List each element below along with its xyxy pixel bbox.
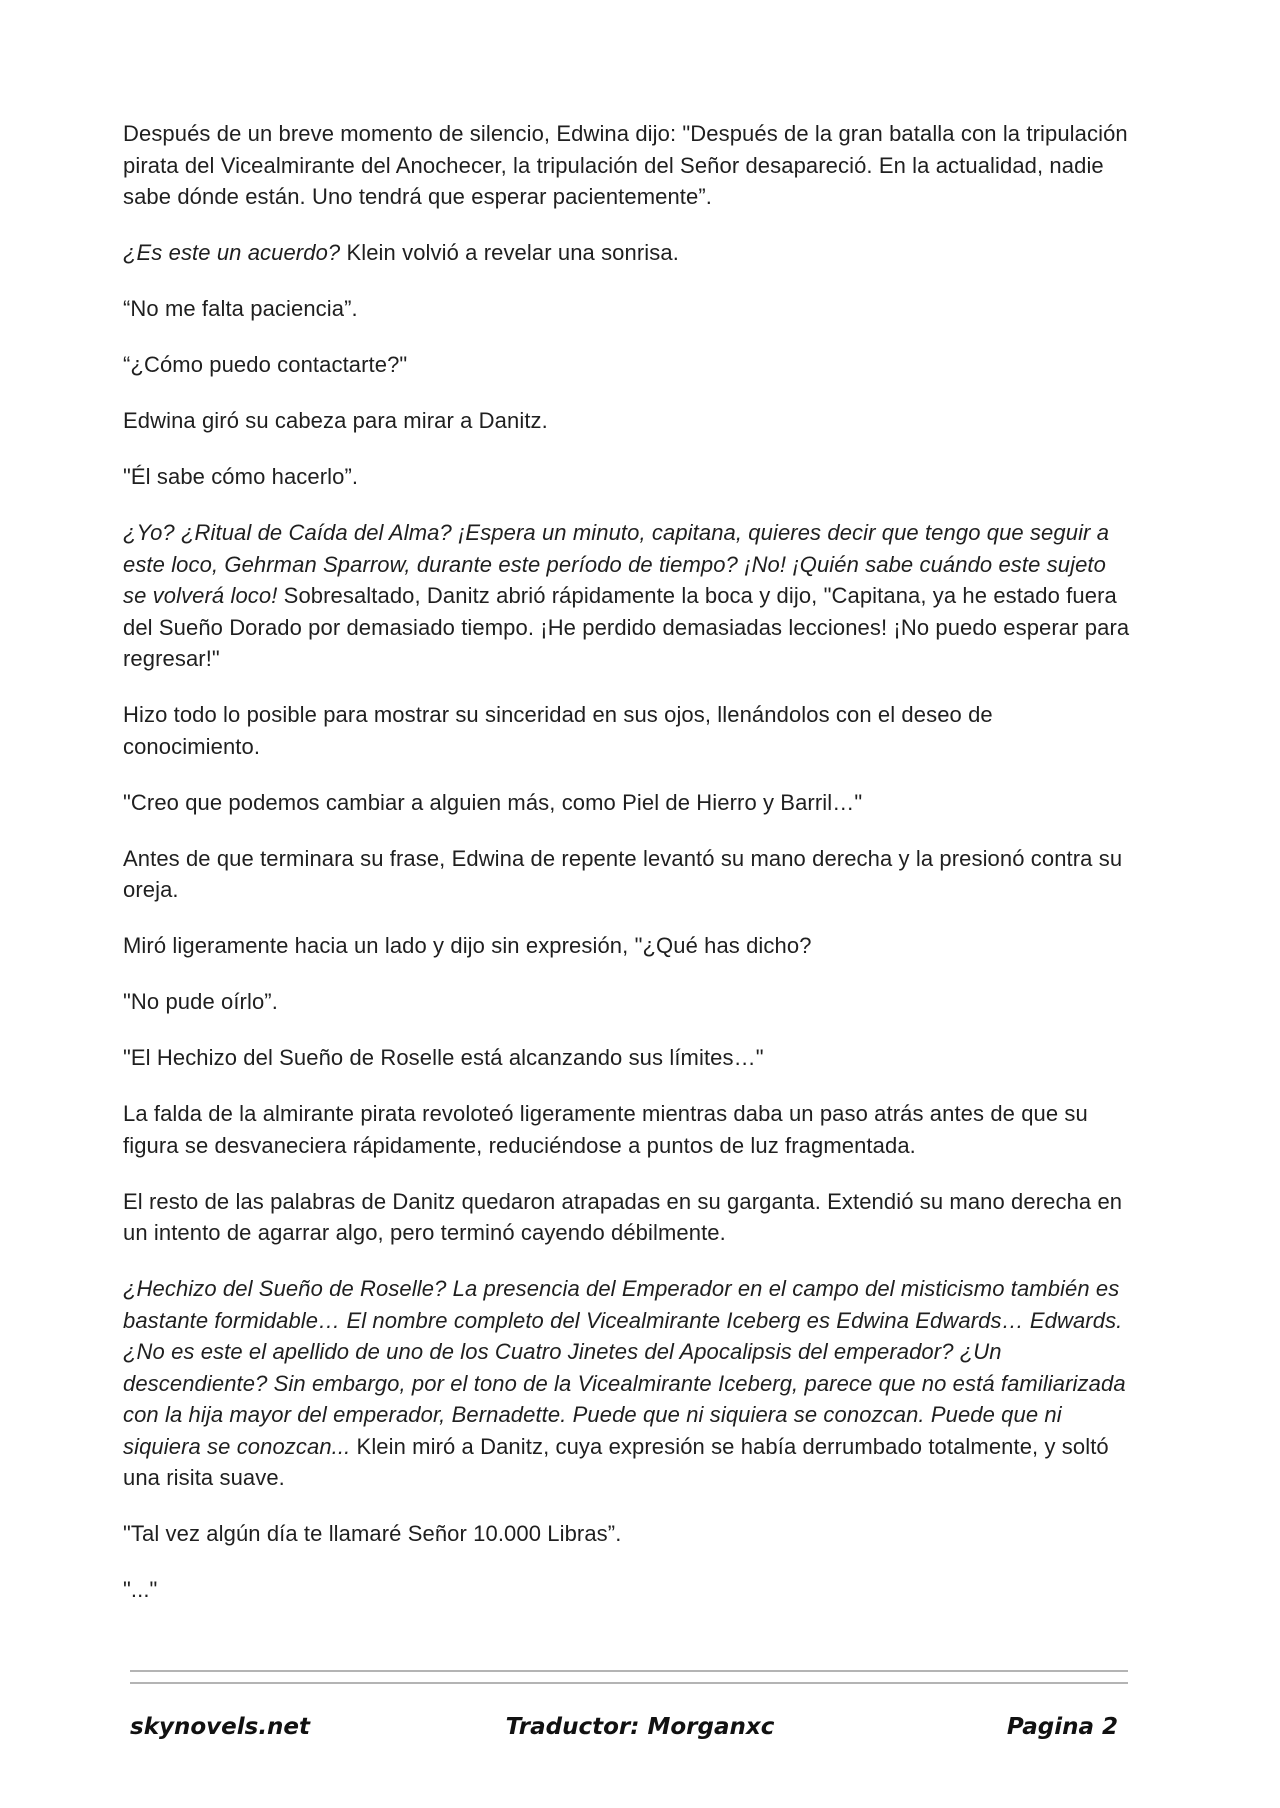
paragraph bbox=[123, 405, 1133, 437]
paragraph bbox=[123, 930, 1133, 962]
document-body bbox=[123, 118, 1133, 1630]
text-run: "Tal vez algún día te llamaré Señor 10.000 Libras”. bbox=[123, 1521, 622, 1546]
paragraph bbox=[123, 1273, 1133, 1494]
footer-divider-top bbox=[130, 1670, 1128, 1672]
text-run: "Él sabe cómo hacerlo”. bbox=[123, 464, 359, 489]
paragraph bbox=[123, 1518, 1133, 1550]
paragraph bbox=[123, 1186, 1133, 1249]
text-run: "El Hechizo del Sueño de Roselle está alcanzando sus límites…" bbox=[123, 1045, 764, 1070]
text-run: "..." bbox=[123, 1577, 158, 1602]
paragraph bbox=[123, 293, 1133, 325]
paragraph bbox=[123, 461, 1133, 493]
paragraph bbox=[123, 699, 1133, 762]
paragraph bbox=[123, 517, 1133, 675]
text-run: "Creo que podemos cambiar a alguien más, como Piel de Hierro y Barril…" bbox=[123, 789, 863, 815]
paragraph bbox=[123, 843, 1133, 906]
paragraph bbox=[123, 349, 1133, 381]
italic-text: ¿Es este un acuerdo? bbox=[123, 240, 341, 265]
text-run: Miró ligeramente hacia un lado y dijo sin expresión, "¿Qué has dicho? bbox=[123, 933, 812, 958]
paragraph bbox=[123, 1042, 1133, 1074]
text-run: El resto de las palabras de Danitz quedaron atrapadas en su garganta. Extendió su mano derecha en un intento de agarrar algo, pero terminó cayendo débilmente. bbox=[123, 1188, 1123, 1245]
text-run: “No me falta paciencia”. bbox=[123, 296, 358, 321]
footer-site: skynovels.net bbox=[130, 1714, 311, 1740]
text-run: “¿Cómo puedo contactarte?" bbox=[123, 352, 408, 377]
paragraph bbox=[123, 1574, 1133, 1606]
footer-page-number: Pagina 2 bbox=[1006, 1714, 1118, 1740]
text-run: Klein miró a Danitz, cuya expresión se había derrumbado totalmente, y soltó una risita suave. bbox=[123, 1433, 1109, 1490]
text-run: Hizo todo lo posible para mostrar su sinceridad en sus ojos, llenándolos con el deseo de conocimiento. bbox=[123, 702, 993, 759]
text-run: Antes de que terminara su frase, Edwina de repente levantó su mano derecha y la presionó contra su oreja. bbox=[123, 845, 1123, 902]
text-run: Después de un breve momento de silencio, Edwina dijo: "Después de la gran batalla con la tripulación pirata del Vicealmirante del Anochecer, la tripulación del Señor desapareció. En la actualidad, nadie sabe dónde están. Uno tendrá que esperar pacientemente”. bbox=[123, 121, 1128, 209]
text-run: Edwina giró su cabeza para mirar a Danitz. bbox=[123, 408, 548, 433]
paragraph bbox=[123, 237, 1133, 269]
text-run: Klein volvió a revelar una sonrisa. bbox=[340, 240, 679, 265]
text-run: La falda de la almirante pirata revoloteó ligeramente mientras daba un paso atrás antes de que su figura se desvaneciera rápidamente, reduciéndose a puntos de luz fragmentada. bbox=[123, 1101, 1088, 1158]
paragraph bbox=[123, 986, 1133, 1018]
footer-divider-bottom bbox=[130, 1682, 1128, 1684]
footer-translator: Traductor: Morganxc bbox=[505, 1714, 775, 1740]
paragraph bbox=[123, 787, 1133, 819]
italic-text: ¿Hechizo del Sueño de Roselle? La presencia del Emperador en el campo del misticismo también es bastante formidable… El nombre completo del Vicealmirante Iceberg es Edwina Edwards… Edwards. ¿No es este el apellido de uno de los Cuatro Jinetes del Apocalipsis del emperador? ¿Un descendiente? Sin embargo, por el tono de la Vicealmirante Iceberg, parece que no está familiarizada con la hija mayor del emperador, Bernadette. Puede que ni siquiera se conozcan. Puede que ni siquiera se conozcan... bbox=[123, 1276, 1126, 1459]
paragraph bbox=[123, 1098, 1133, 1161]
paragraph bbox=[123, 118, 1133, 213]
text-run: "No pude oírlo”. bbox=[123, 989, 278, 1014]
text-run: Sobresaltado, Danitz abrió rápidamente la boca y dijo, "Capitana, ya he estado fuera del Sueño Dorado por demasiado tiempo. ¡He perdido demasiadas lecciones! ¡No puedo esperar para regresar!" bbox=[123, 583, 1130, 671]
italic-text: ¿Yo? ¿Ritual de Caída del Alma? ¡Espera un minuto, capitana, quieres decir que tengo que seguir a este loco, Gehrman Sparrow, durante este período de tiempo? ¡No! ¡Quién sabe cuándo este sujeto se volverá loco! bbox=[123, 520, 1110, 608]
